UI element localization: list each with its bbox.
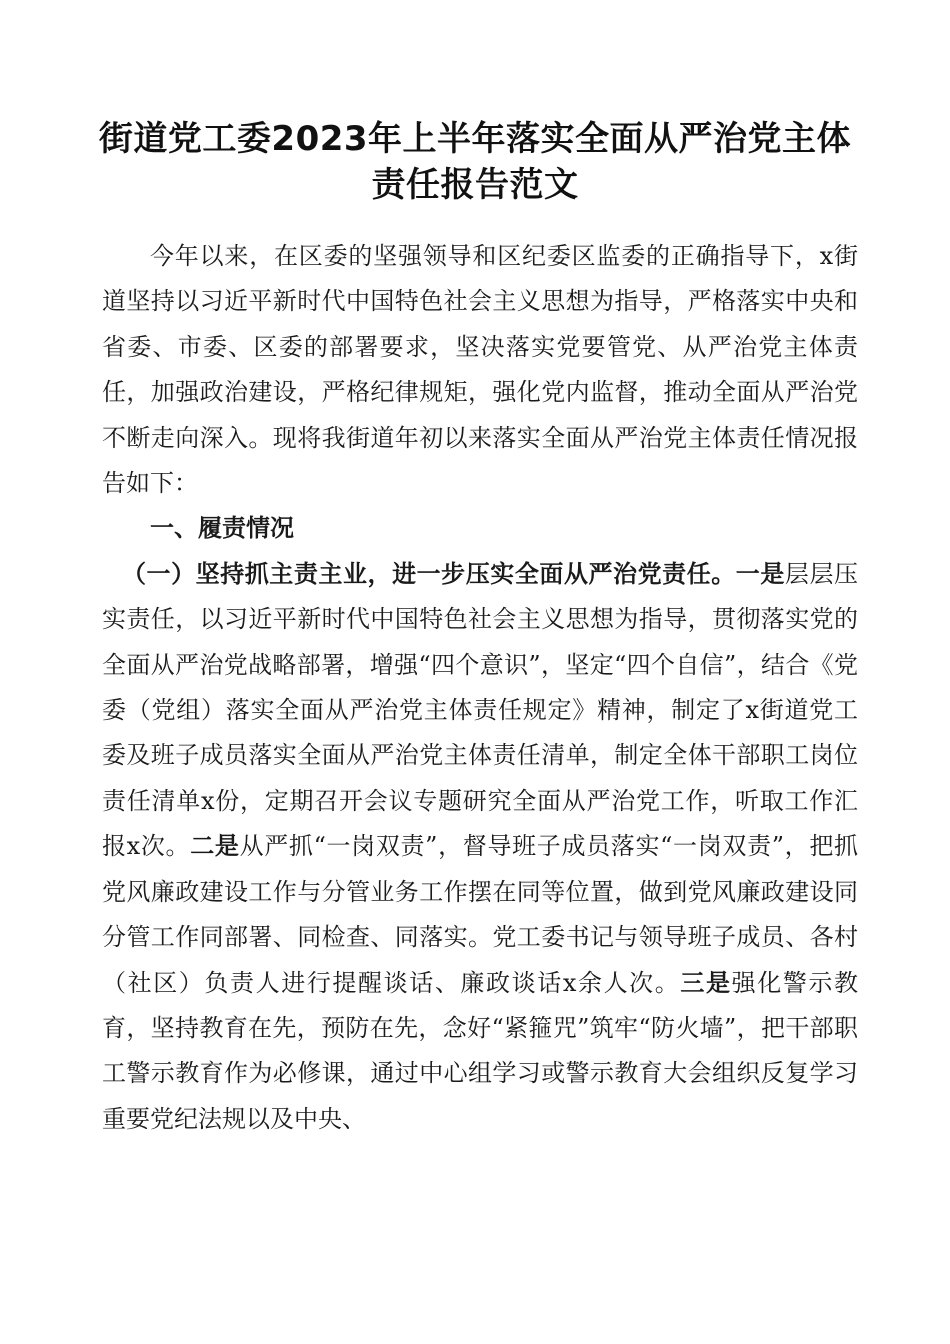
point-marker-3: 三是 [680, 968, 732, 997]
document-title [90, 116, 860, 208]
document-body [102, 234, 858, 1142]
subsection-paragraph-1 [102, 552, 858, 1142]
title-line-2: 责任报告范文 [371, 165, 579, 205]
point-text-3: 强化警示教育，坚持教育在先，预防在先，念好“紧箍咒”筑牢“防火墙”，把干部职工警示教育作为必修课，通过中心组学习或警示教育大会组织反复学习重要党纪法规以及中央、 [102, 968, 859, 1133]
subsection-heading-1: （一）坚持抓主责主业，进一步压实全面从严治党责任。 [122, 559, 736, 588]
intro-paragraph: 今年以来，在区委的坚强领导和区纪委区监委的正确指导下，x街道坚持以习近平新时代中国特色社会主义思想为指导，严格落实中央和省委、市委、区委的部署要求，坚决落实党要管党、从严治党主体责任，加强政治建设，严格纪律规矩，强化党内监督，推动全面从严治党不断走向深入。现将我街道年初以来落实全面从严治党主体责任情况报告如下： [102, 242, 858, 498]
point-marker-2: 二是 [190, 832, 240, 861]
point-text-2: 从严抓“一岗双责”，督导班子成员落实“一岗双责”，把抓党风廉政建设工作与分管业务工作摆在同等位置，做到党风廉政建设同分管工作同部署、同检查、同落实。党工委书记与领导班子成员、各村（社区）负责人进行提醒谈话、廉政谈话x余人次。 [102, 832, 859, 997]
section-heading-1: 一、履责情况 [150, 514, 294, 543]
point-text-1: 层层压实责任，以习近平新时代中国特色社会主义思想为指导，贯彻落实党的全面从严治党战略部署，增强“四个意识”，坚定“四个自信”，结合《党委（党组）落实全面从严治党主体责任规定》精神，制定了x街道党工委及班子成员落实全面从严治党主体责任清单，制定全体干部职工岗位责任清单x份，定期召开会议专题研究全面从严治党工作，听取工作汇报x次。 [102, 559, 859, 861]
point-marker-1: 一是 [735, 559, 785, 588]
title-line-1: 街道党工委2023年上半年落实全面从严治党主体 [98, 119, 852, 159]
